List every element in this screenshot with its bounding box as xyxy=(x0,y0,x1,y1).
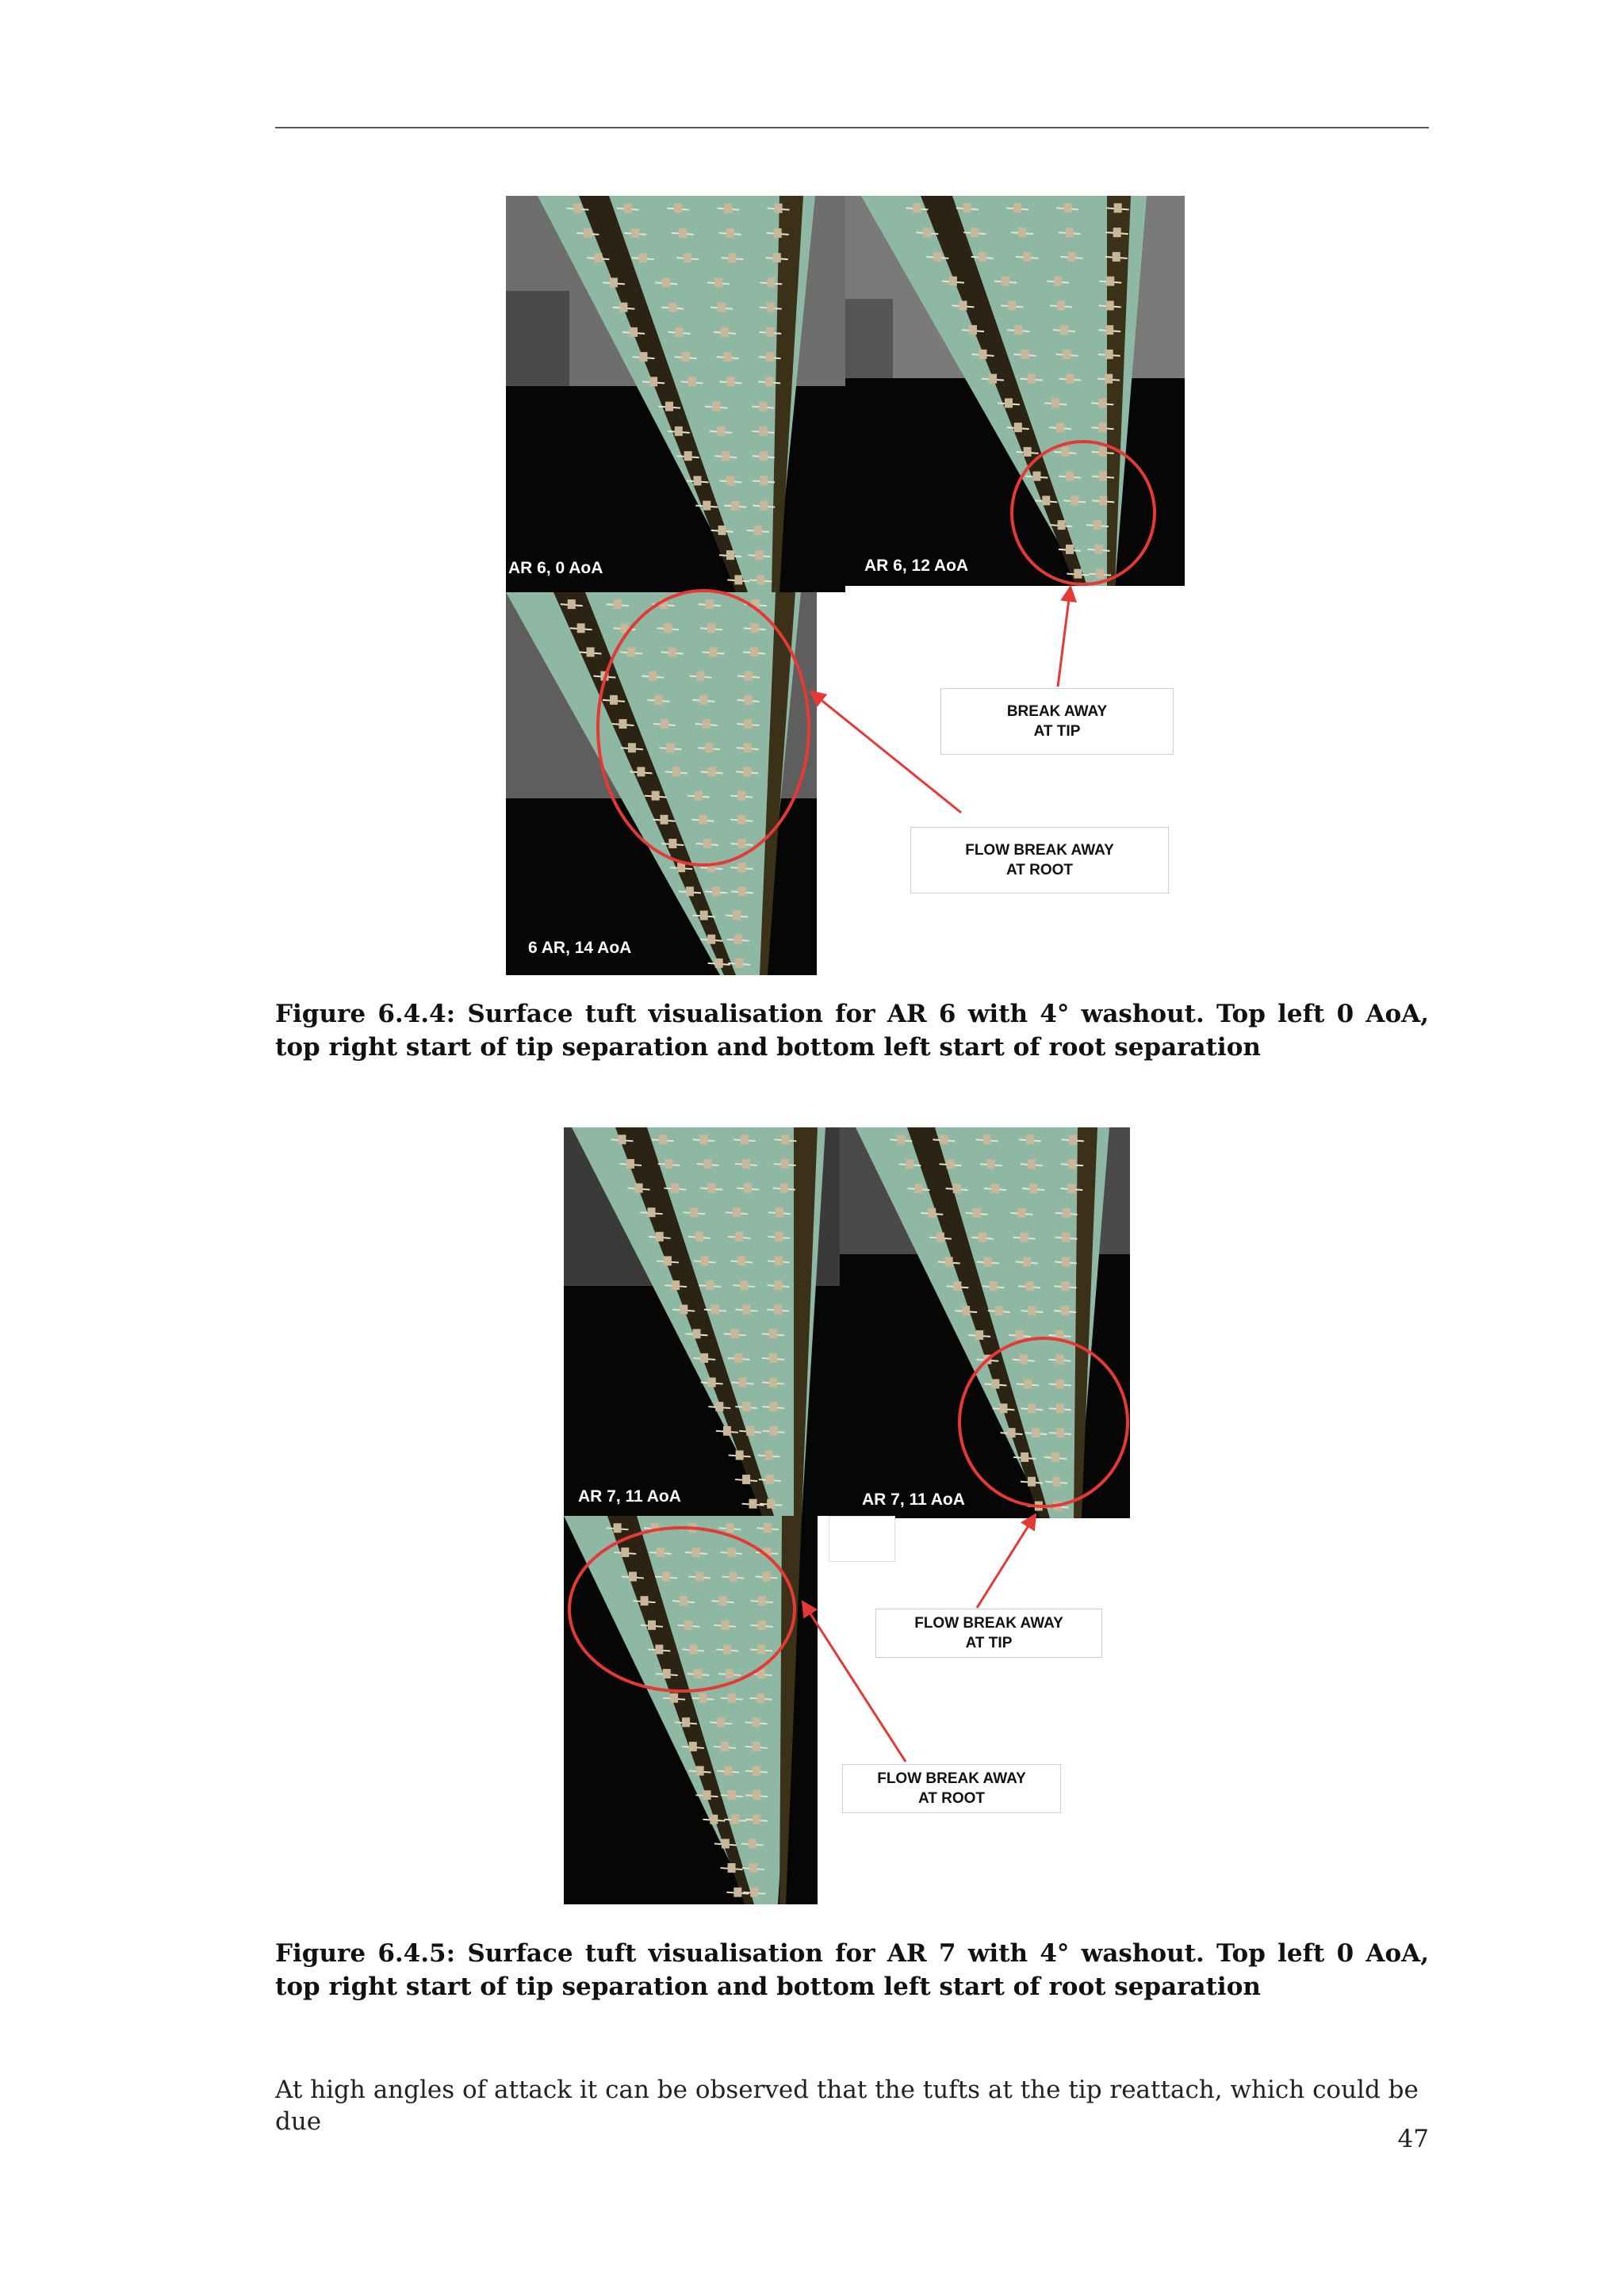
header-rule xyxy=(275,127,1429,128)
body-paragraph: At high angles of attack it can be observed that the tufts at the tip reattach, which could be due xyxy=(275,2076,1419,2136)
photo-label: 6 AR, 14 AoA xyxy=(528,939,632,957)
photo-label: AR 7, 11 AoA xyxy=(578,1487,681,1506)
wing-photo-ar6-12aoa xyxy=(845,196,1185,586)
arrow-to-tip xyxy=(1058,587,1071,687)
wing-photo-ar7-bottom-left xyxy=(564,1516,818,1904)
photo-label: AR 6, 12 AoA xyxy=(864,557,969,575)
arrow-to-root xyxy=(810,691,961,813)
wing-photo-ar7-11aoa-top-right xyxy=(840,1127,1130,1518)
callout-flow-break-away-root: FLOW BREAK AWAY AT ROOT xyxy=(842,1764,1061,1813)
photo-label: AR 6, 0 AoA xyxy=(508,559,603,577)
wing-photo-ar6-0aoa xyxy=(506,196,845,592)
figure-caption: Figure 6.4.5: Surface tuft visualisation for AR 7 with 4° washout. Top left 0 AoA, top right start of tip separation and bottom left start of root separation xyxy=(275,1939,1429,2001)
callout-break-away-tip: BREAK AWAY AT TIP xyxy=(940,688,1174,755)
page-number: 47 xyxy=(1397,2125,1429,2153)
photo-label: AR 7, 11 AoA xyxy=(862,1490,965,1509)
white-patch xyxy=(829,1516,895,1562)
wing-photo-6ar-14aoa xyxy=(506,592,817,975)
white-patch xyxy=(817,828,912,890)
arrow-to-tip xyxy=(977,1514,1036,1608)
wing-photo-ar7-11aoa-top-left xyxy=(564,1127,840,1516)
figure-caption: Figure 6.4.4: Surface tuft visualisation for AR 6 with 4° washout. Top left 0 AoA, top right start of tip separation and bottom left start of root separation xyxy=(275,1000,1429,1062)
callout-flow-break-away-root: FLOW BREAK AWAY AT ROOT xyxy=(910,827,1169,894)
callout-flow-break-away-tip: FLOW BREAK AWAY AT TIP xyxy=(875,1609,1102,1658)
